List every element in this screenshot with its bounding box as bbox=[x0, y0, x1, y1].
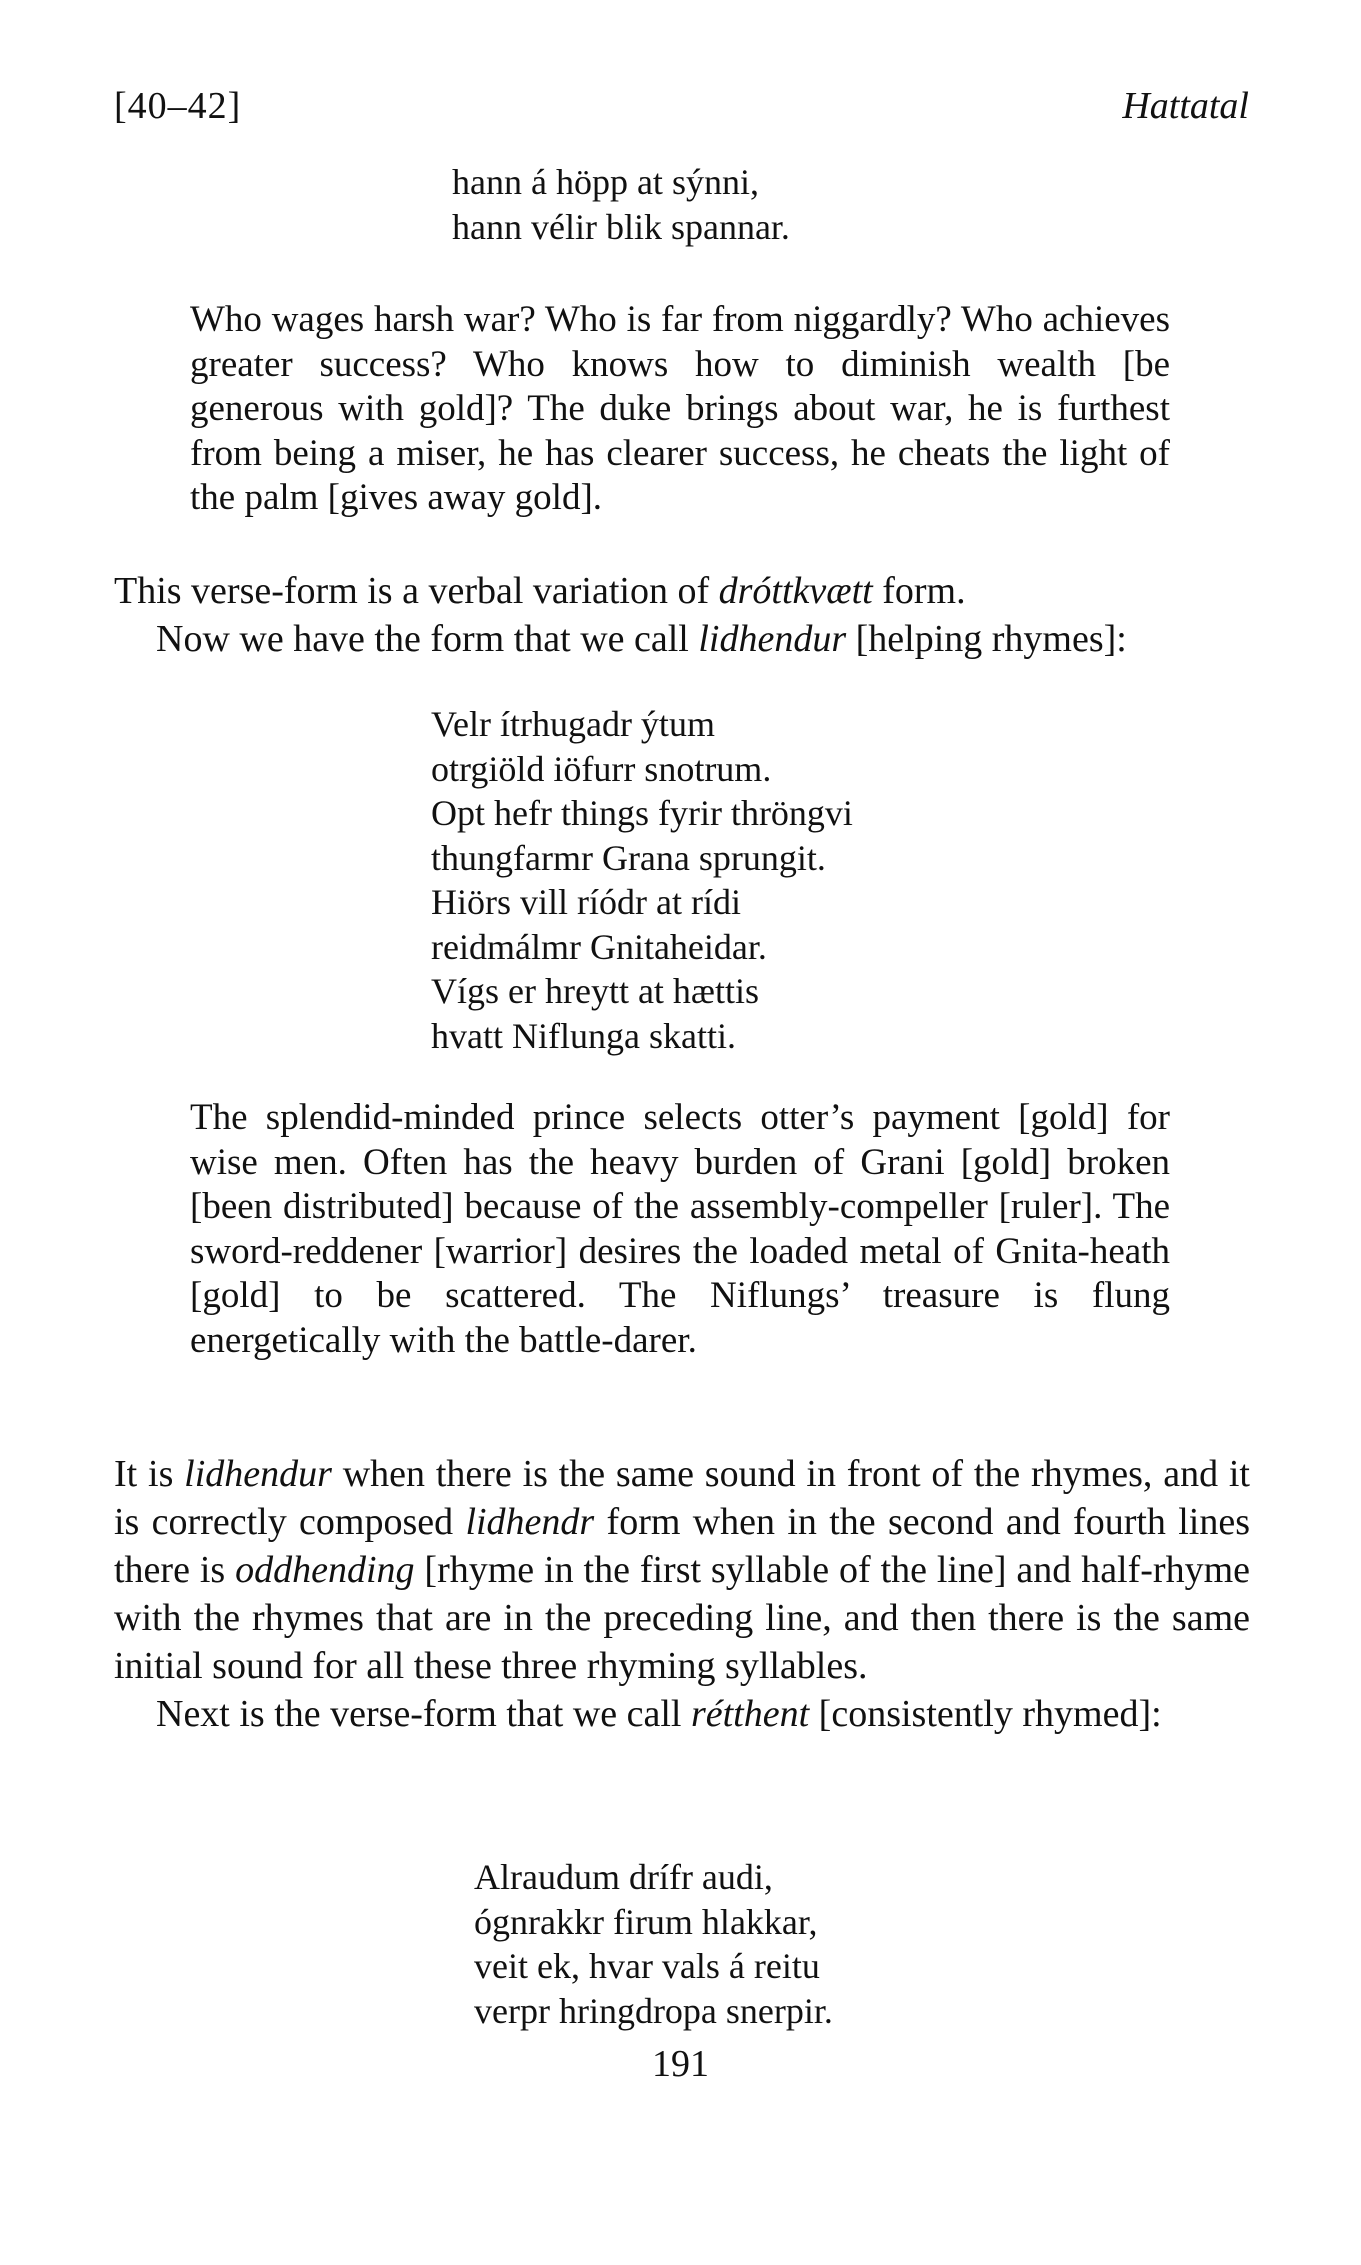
text-run: [helping rhymes]: bbox=[846, 618, 1127, 660]
verse-line: hvatt Niflunga skatti. bbox=[431, 1015, 736, 1056]
verse-line: Vígs er hreytt at hættis bbox=[431, 971, 759, 1011]
verse-line: ógnrakkr firum hlakkar, bbox=[474, 1901, 818, 1942]
paragraph-verbal-variation bbox=[114, 567, 1250, 615]
verse-line: verpr hringdropa snerpir. bbox=[474, 1990, 833, 2031]
text-run: form when in the second and fourth lines there is bbox=[114, 1501, 1250, 1591]
text-run: Now we have the form that we call bbox=[156, 618, 699, 660]
translation-text: The splendid-minded prince selects otter’s payment [gold] for wise men. Often has the heavy burden of Grani [gold] broken [been distributed] because of the assembly-compeller [ruler]. The sword-reddener [warrior] desires the loaded metal of Gnita-heath [gold] to be scattered. The Niflungs’ treasure is flung energetically with the battle-darer. bbox=[190, 1097, 1170, 1361]
term-lidhendur: lidhendur bbox=[698, 618, 847, 660]
verse-stanza-2 bbox=[431, 702, 853, 1058]
term-oddhending: oddhending bbox=[235, 1549, 415, 1591]
prose-block-1 bbox=[114, 567, 1250, 663]
verse-line: Hiörs vill ríódr at rídi bbox=[431, 882, 741, 922]
text-run: form. bbox=[872, 570, 966, 612]
verse-line: thungfarmr Grana sprungit. bbox=[431, 837, 826, 878]
text-run: It is bbox=[114, 1453, 185, 1495]
term-drottkvaett: dróttkvætt bbox=[718, 570, 873, 612]
text-run: [consistently rhymed]: bbox=[809, 1693, 1162, 1735]
text-run: Next is the verse-form that we call bbox=[156, 1693, 691, 1735]
translation-1 bbox=[190, 298, 1170, 521]
prose-block-2 bbox=[114, 1450, 1250, 1738]
verse-line: Velr ítrhugadr ýtum bbox=[431, 704, 715, 744]
running-header bbox=[114, 84, 1249, 134]
verse-stanza-3 bbox=[474, 1855, 833, 2033]
verse-line: hann vélir blik spannar. bbox=[452, 206, 790, 247]
term-retthent: rétthent bbox=[690, 1693, 810, 1735]
term-lidhendur: lidhendur bbox=[184, 1453, 332, 1495]
running-title: Hattatal bbox=[1122, 85, 1249, 127]
text-run: when there is the same sound in front of the rhymes, and it is correctly composed bbox=[114, 1453, 1250, 1543]
verse-line: hann á höpp at sýnni, bbox=[452, 162, 759, 202]
verse-stanza-1 bbox=[452, 160, 790, 249]
verse-line: reidmálmr Gnitaheidar. bbox=[431, 926, 767, 967]
verse-line: otrgiöld iöfurr snotrum. bbox=[431, 748, 772, 789]
text-run: [rhyme in the first syllable of the line] and half-rhyme with the rhymes that are in the preceding line, and then there is the same initial sound for all these three rhyming syllables. bbox=[114, 1549, 1250, 1687]
paragraph-lidhendur-intro bbox=[114, 615, 1250, 663]
term-lidhendr: lidhendr bbox=[465, 1501, 595, 1543]
verse-line: Alraudum drífr audi, bbox=[474, 1857, 773, 1897]
paragraph-retthent-intro bbox=[114, 1690, 1250, 1738]
translation-text: Who wages harsh war? Who is far from niggardly? Who achieves greater success? Who knows how to diminish wealth [be generous with gold]? The duke brings about war, he is furthest from being a miser, he has clearer success, he cheats the light of the palm [gives away gold]. bbox=[190, 299, 1170, 518]
section-range: [40–42] bbox=[114, 85, 242, 127]
translation-2 bbox=[190, 1096, 1170, 1363]
page-number: 191 bbox=[652, 2043, 709, 2085]
verse-line: Opt hefr things fyrir thröngvi bbox=[431, 793, 853, 833]
text-run: This verse-form is a verbal variation of bbox=[114, 570, 719, 612]
verse-line: veit ek, hvar vals á reitu bbox=[474, 1946, 820, 1986]
paragraph-lidhendur-definition bbox=[114, 1450, 1250, 1690]
